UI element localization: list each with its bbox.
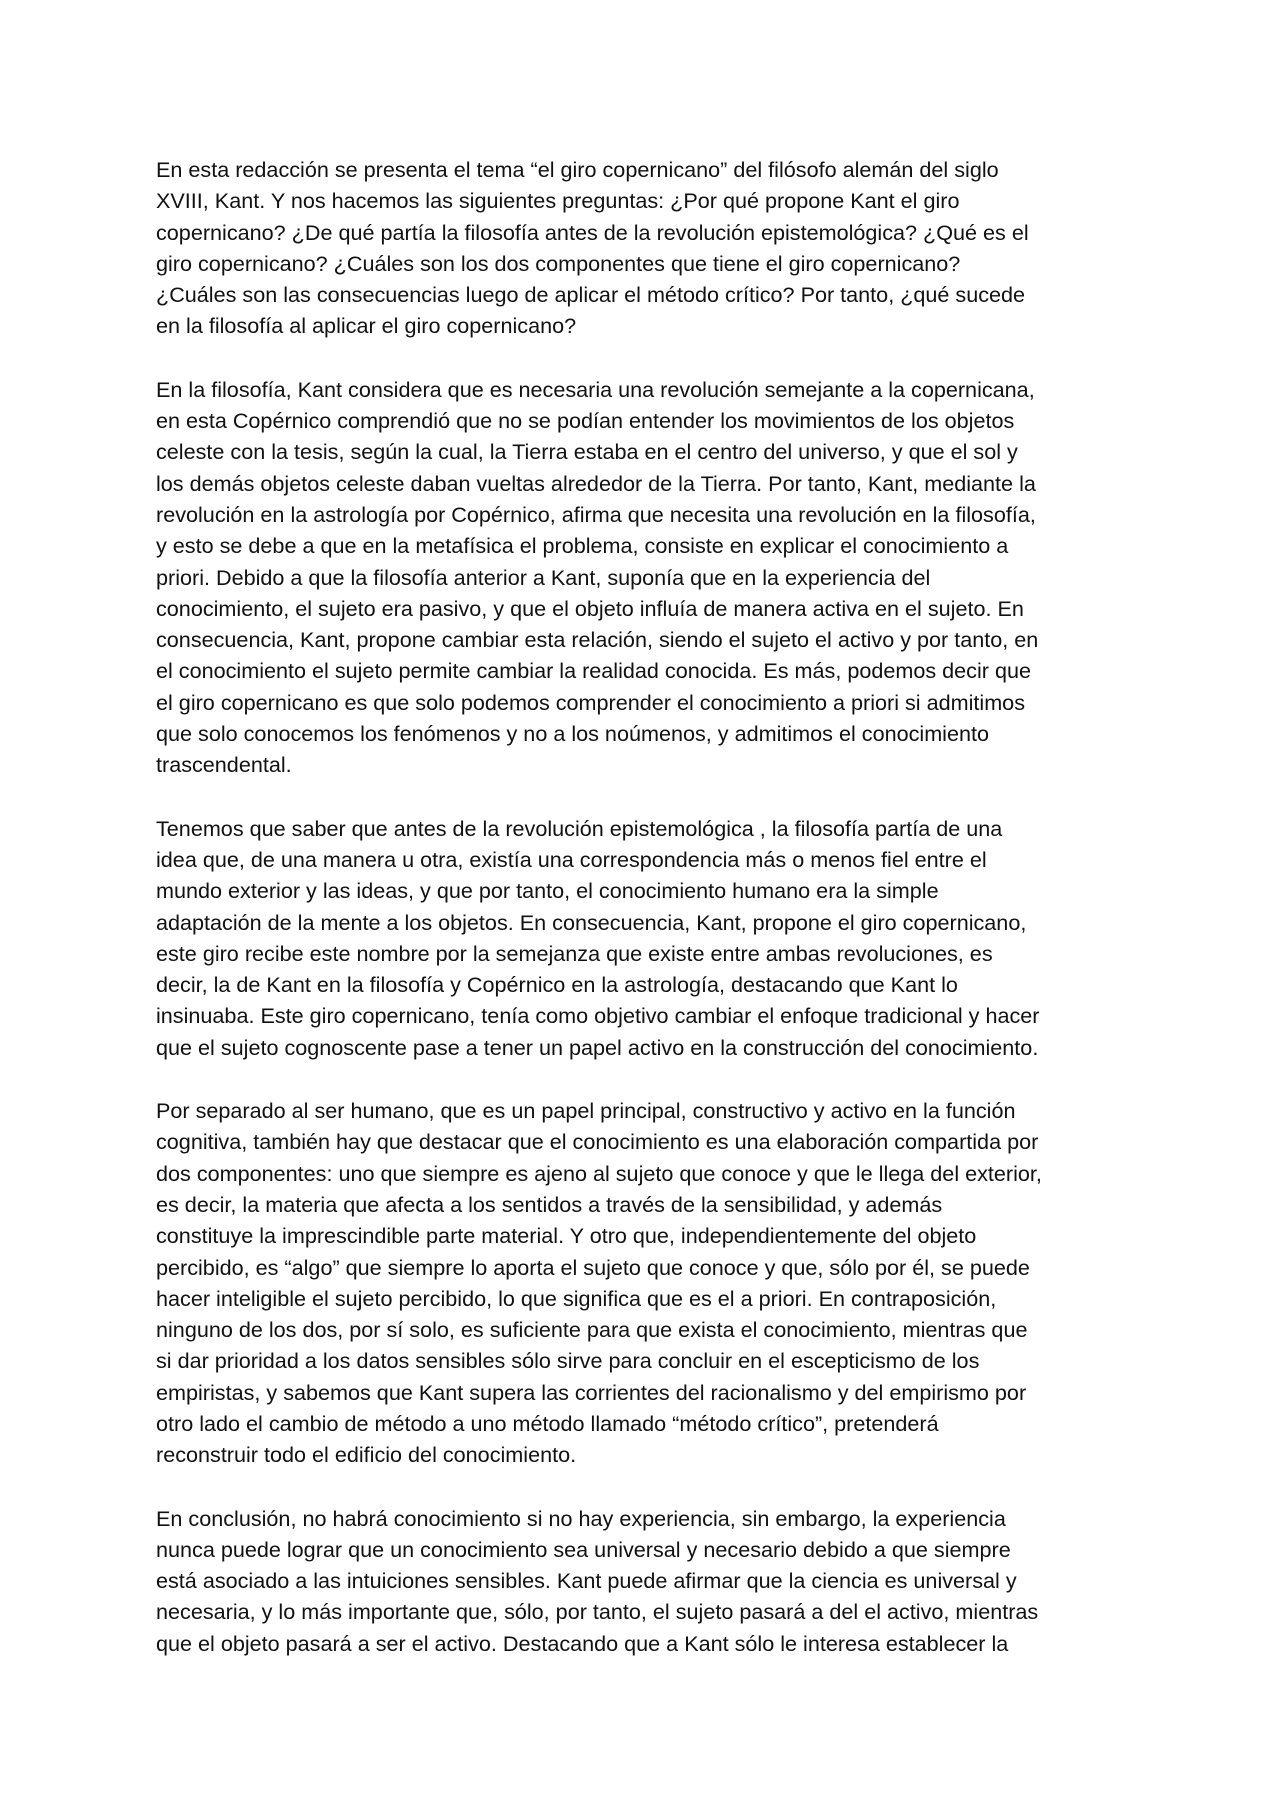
- paragraph-conclusion: En conclusión, no habrá conocimiento si no hay experiencia, sin embargo, la experiencia nunca puede lograr que un conocimiento sea universal y necesario debido a que siempre está asociado a las intuiciones sensibles. Kant puede afirmar que la ciencia es universal y necesaria, y lo más importante que, sólo, por tanto, el sujeto pasará a del el activo, mientras que el objeto pasará a ser el activo. Destacando que a Kant sólo le interesa establecer la: [156, 1505, 1039, 1656]
- paragraph-introduction: En esta redacción se presenta el tema “el giro copernicano” del filósofo alemán del siglo XVIII, Kant. Y nos hacemos las siguientes preguntas: ¿Por qué propone Kant el giro copernicano? ¿De qué partía la filosofía antes de la revolución epistemológica? ¿Qué es el giro copernicano? ¿Cuáles son los dos componentes que tiene el giro copernicano? ¿Cuáles son las consecuencias luego de aplicar el método crítico? Por tanto, ¿qué sucede en la filosofía al aplicar el giro copernicano?: [156, 157, 1029, 339]
- paragraph-kant-revolution: En la filosofía, Kant considera que es necesaria una revolución semejante a la copernicana, en esta Copérnico comprendió que no se podían entender los movimientos de los objetos celeste con la tesis, según la cual, la Tierra estaba en el centro del universo, y que el sol y los demás objetos celeste daban vueltas alrededor de la Tierra. Por tanto, Kant, mediante la revolución en la astrología por Copérnico, afirma que necesita una revolución en la filosofía, y esto se debe a que en la metafísica el problema, consiste en explicar el conocimiento a priori. Debido a que la filosofía anterior a Kant, suponía que en la experiencia del conocimiento, el sujeto era pasivo, y que el objeto influía de manera activa en el sujeto. En consecuencia, Kant, propone cambiar esta relación, siendo el sujeto el activo y por tanto, en el conocimiento el sujeto permite cambiar la realidad conocida. Es más, podemos decir que el giro copernicano es que solo podemos comprender el conocimiento a priori si admitimos que solo conocemos los fenómenos y no a los noúmenos, y admitimos el conocimiento trascendental.: [156, 376, 1039, 778]
- paragraph-two-components: Por separado al ser humano, que es un papel principal, constructivo y activo en la función cognitiva, también hay que destacar que el conocimiento es una elaboración compartida por dos componentes: uno que siempre es ajeno al sujeto que conoce y que le llega del exterior, es decir, la materia que afecta a los sentidos a través de la sensibilidad, y además constituye la imprescindible parte material. Y otro que, independientemente del objeto percibido, es “algo” que siempre lo aporta el sujeto que conoce y que, sólo por él, se puede hacer inteligible el sujeto percibido, lo que significa que es el a priori. En contraposición, ninguno de los dos, por sí solo, es suficiente para que exista el conocimiento, mientras que si dar prioridad a los datos sensibles sólo sirve para concluir en el escepticismo de los empiristas, y sabemos que Kant supera las corrientes del racionalismo y del empirismo por otro lado el cambio de método a uno método llamado “método crítico”, pretenderá reconstruir todo el edificio del conocimiento.: [156, 1098, 1042, 1468]
- document-body: [156, 154, 1139, 1691]
- paragraph-before-revolution: Tenemos que saber que antes de la revolución epistemológica , la filosofía partía de una idea que, de una manera u otra, existía una correspondencia más o menos fiel entre el mundo exterior y las ideas, y que por tanto, el conocimiento humano era la simple adaptación de la mente a los objetos. En consecuencia, Kant, propone el giro copernicano, este giro recibe este nombre por la semejanza que existe entre ambas revoluciones, es decir, la de Kant en la filosofía y Copérnico en la astrología, destacando que Kant lo insinuaba. Este giro copernicano, tenía como objetivo cambiar el enfoque tradicional y hacer que el sujeto cognoscente pase a tener un papel activo en la construcción del conocimiento.: [156, 815, 1040, 1060]
